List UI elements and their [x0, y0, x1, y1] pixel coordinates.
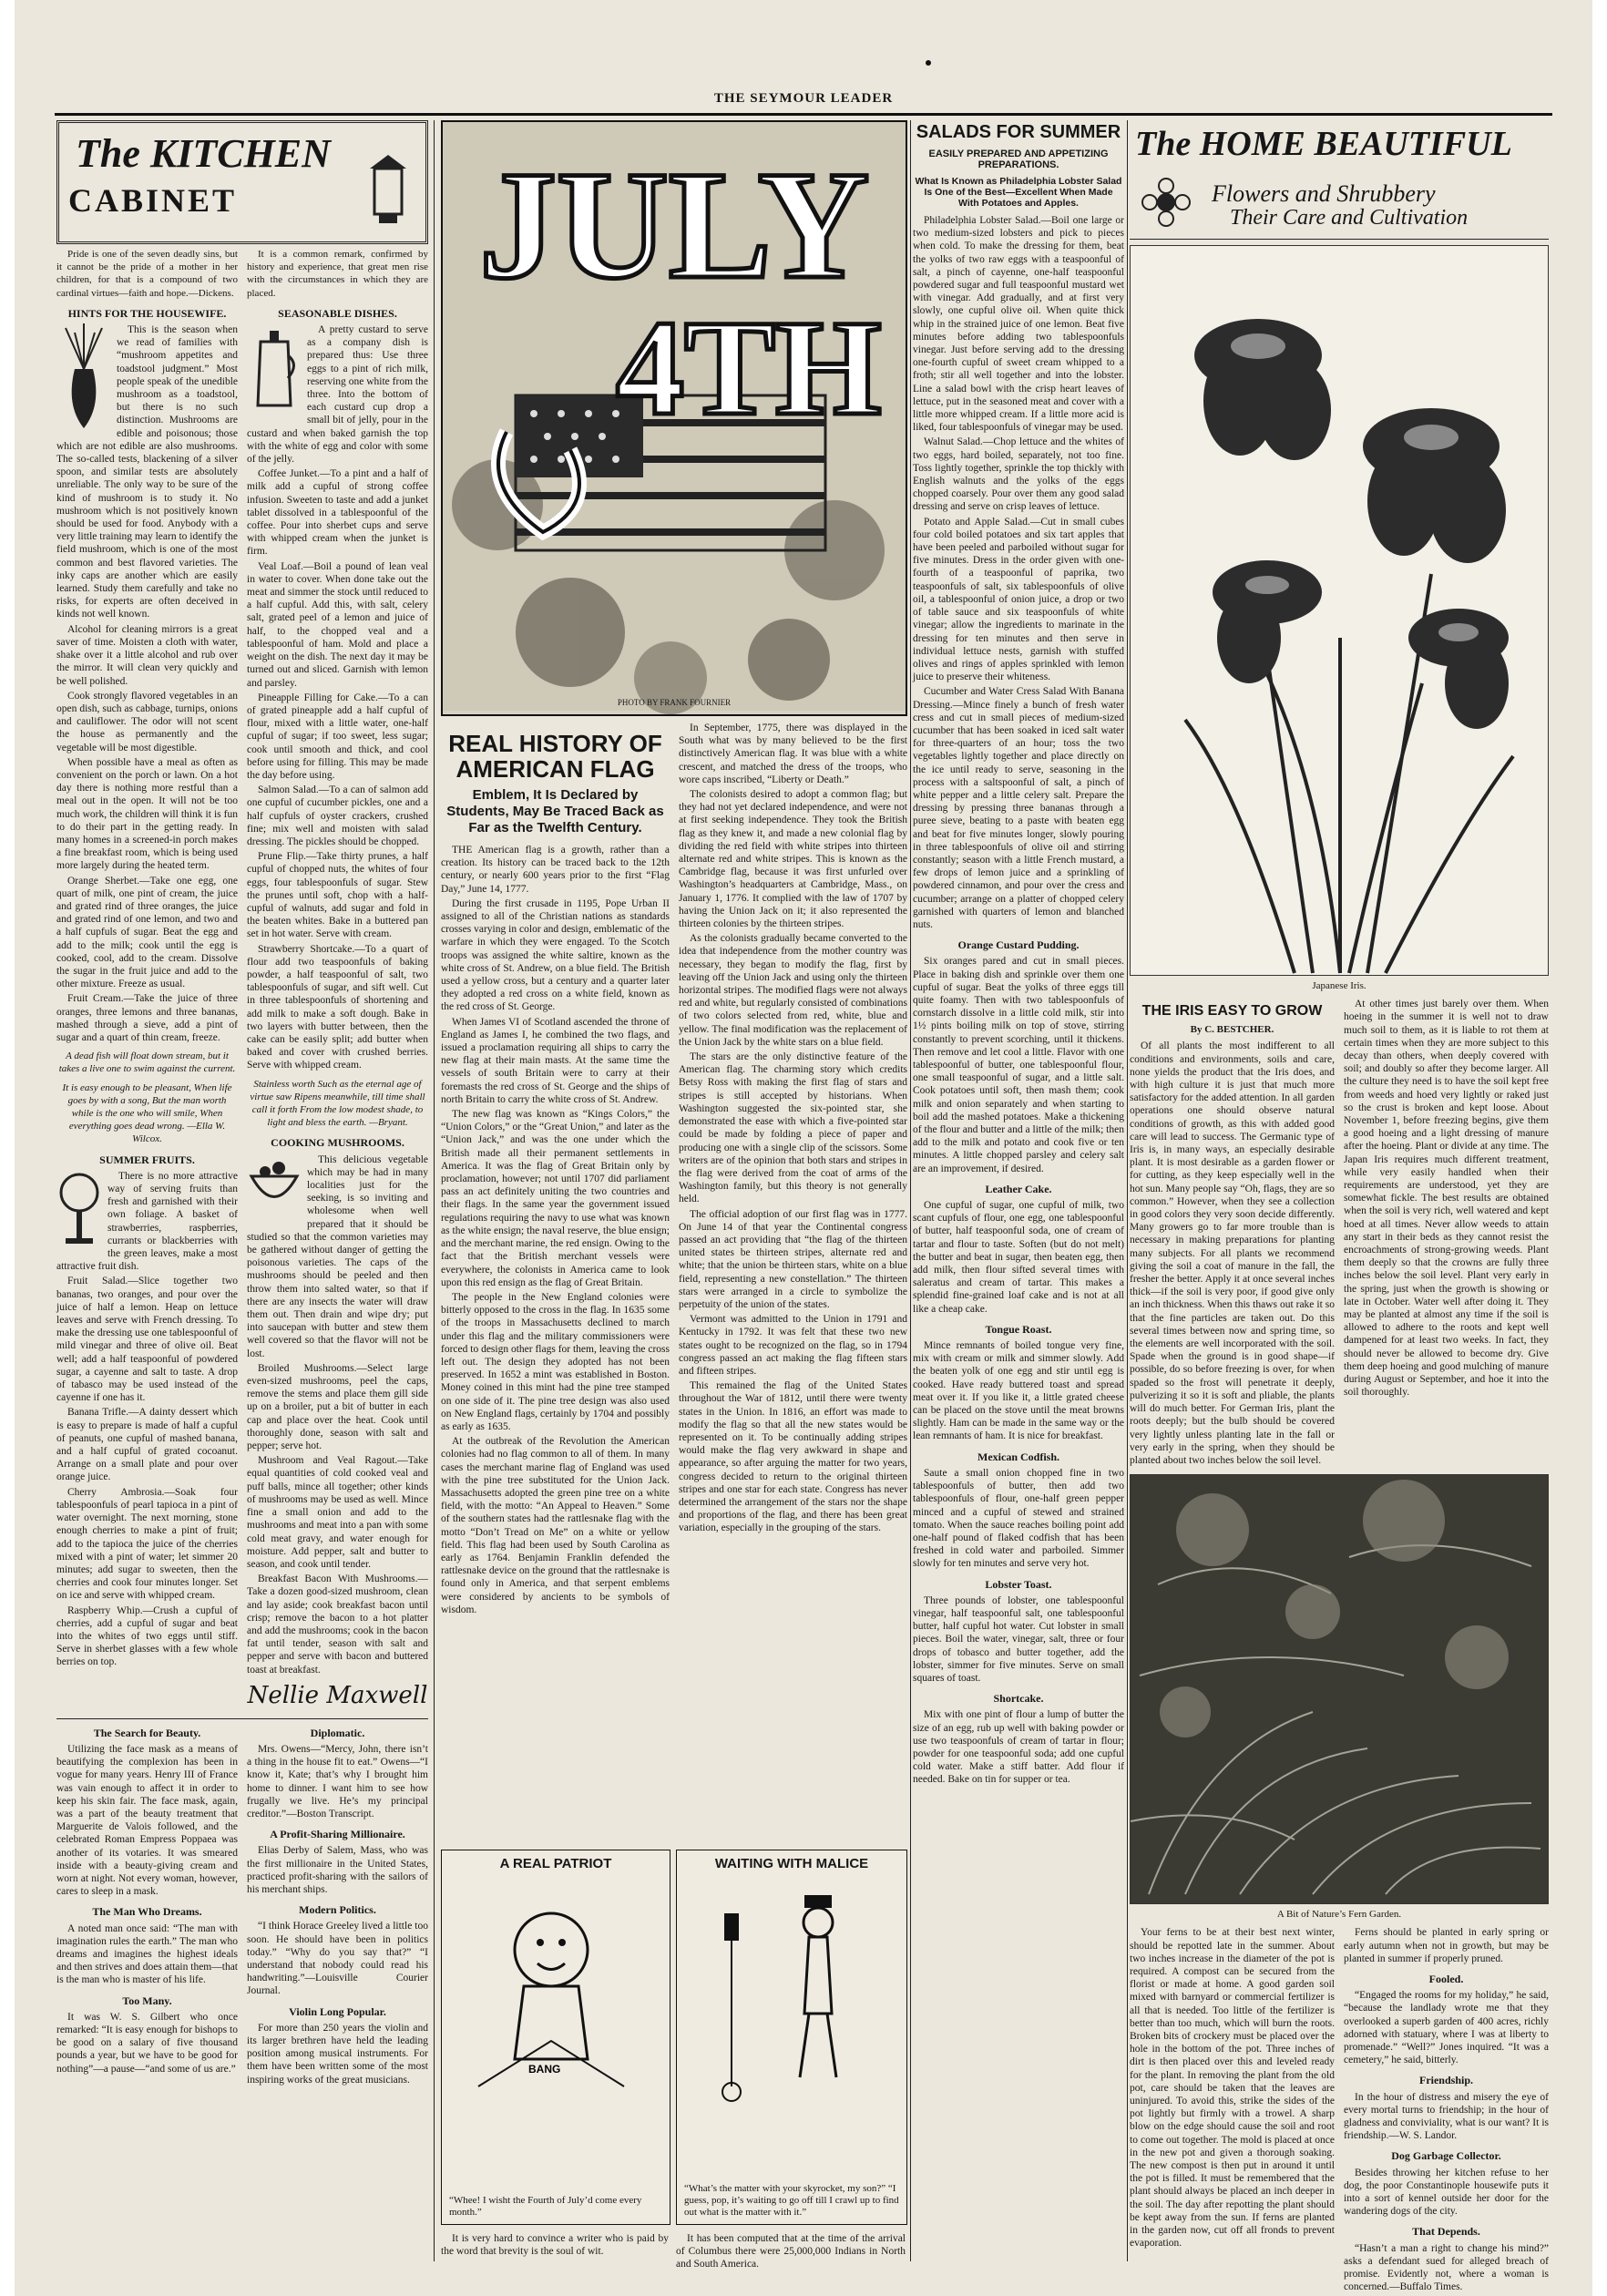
violin-paragraph: For more than 250 years the violin and its larger brethren have held the leading position among musical instruments. For them have been written some of the most inspiring works of the great musicians. — [247, 2022, 428, 2086]
iris-paragraph: At other times just barely over them. When hoeing in the summer it is well not to draw much soil to them, as it is liable to rot them at certain times when they are more subject to this decay than others, when deeply covered with soil; and doubly so after they become larger. All the culture they need is to have the soil kept free from weeds and hoed very lightly or raked just so the crust is broken and kept loose. About November 1, before freezing begins, give them a good hoeing and a light dressing of manure after the hoeing. Plant or divide at any time. The Japan Iris requires much different treatment, while very easily handled when their requirements are understood, yet they are somewhat fickle. The best results are obtained when the soil is very rich, well watered and kept hoed at all times. Never allow weeds to attain any start in their beds as they cannot resist the encroachments of strong-growing weeds. Plant them deeply so that the crowns are fully three inches below the soil level. Plant very early in the spring, just when the growth is showing or late in October. Water well after doing it. They may be planted at almost any time if the soil is allowed to adhere to the roots and kept well dampened for at least two weeks. In fact, they should never be allowed to become dry. Give them deep hoeing and good mulching of manure during August or September, and hoe it into the soil thoroughly. — [1344, 999, 1549, 1399]
author-signature: Nellie Maxwell — [247, 1681, 428, 1709]
summer-fruits-heading: SUMMER FRUITS. — [99, 1153, 195, 1166]
flag-article-right — [679, 722, 907, 1618]
miscellany-right — [247, 1719, 428, 2088]
home-beautiful-banner — [1130, 120, 1549, 240]
flag-paragraph: The official adoption of our first flag was in 1777. On June 14 of that year the Continental congress passed an act providing that “the flag of the thirteen united states be thirteen stripes, alternate red and white; that the union be thirteen stars, white on a blue field, representing a new constellation.” The thirteen stars were arranged in a circle to symbolize the perpetuity of the union of the states. — [679, 1208, 907, 1310]
fern-article-left — [1130, 1926, 1335, 2295]
kitchen-intro-quote: Pride is one of the seven deadly sins, but it cannot be the pride of a mother in her children, for that is a compound of two cardinal virtues—faith and hope.—Dickens. — [56, 249, 238, 299]
recipe-pineapple-filling: Pineapple Filling for Cake.—To a can of grated pineapple add a half cupful of flour, mixed with a little water, one-half cupful of sugar; if too sweet, less sugar; cook until smooth and thick, and cool before using for filling. This may be made the day before using. — [247, 692, 428, 781]
cartoon-caption: “Whee! I wisht the Fourth of July’d come every month.” — [449, 2195, 642, 2218]
recipe-fruit-cream: Fruit Cream.—Take the juice of three oranges, three lemons and three bananas, mashed through a sieve, add a pint of sugar and a quart of thin cream, freeze. — [56, 993, 238, 1043]
filler-paragraph: It is very hard to convince a writer who is paid by the word that brevity is the soul of wit. — [441, 2233, 669, 2257]
fern-article — [1130, 1926, 1549, 2295]
scan-border-left — [0, 0, 15, 2296]
fooled-heading: Fooled. — [1428, 1972, 1464, 1985]
recipe-fruit-salad: Fruit Salad.—Slice together two bananas, two oranges, and pour over the juice of half a lemon. Heap on lettuce leaves and serve with French dressing. To make the dressing use one tablespoonful of mild vinegar and three of olive oil. Beat well; add a half teaspoonful of powdered sugar, a cayenne and salt to taste. A drop of tabasco may be used instead of the cayenne if one has it. — [56, 1276, 238, 1404]
fern-paragraph: Ferns should be planted in early spring or early autumn when not in growth, but may be planted in summer if properly pruned. — [1344, 1927, 1549, 1964]
seasonable-paragraph: A pretty custard to serve as a company dish is prepared thus: Use three eggs to a pint of rich milk, reserving one white from the three. Into the bottom of each custard cup drop a small bit of jelly, pour in the custard and when baked garnish the top with the white of egg and color with some of the jelly. — [247, 324, 428, 466]
iris-article-right — [1344, 998, 1549, 1469]
recipe-lobster-toast: Three pounds of lobster, one tablespoonful vinegar, half teaspoonful salt, one tablespoonful butter, half cupful hot water. Cut lobster in small pieces. Boil the water, vinegar, salt, three or four drops of tobasco and butter together, add the lobster, simmer for five minutes. Serve on small squares of toast. — [913, 1594, 1124, 1684]
kitchen-two-columns — [56, 248, 428, 1715]
iris-caption: Japanese Iris. — [1312, 980, 1366, 991]
cooking-mushrooms-heading: COOKING MUSHROOMS. — [271, 1136, 404, 1150]
profit-sharing-heading: A Profit-Sharing Millionaire. — [270, 1828, 405, 1841]
home-title-1: The HOME BEAUTIFUL — [1135, 125, 1512, 163]
poem-bryant: Stainless worth Such as the eternal age of virtue saw Ripens meanwhile, till time shall call it forth From the low modest shade, to light and bless the earth. —Bryant. — [250, 1078, 425, 1129]
iris-byline: By C. BESTCHER. — [1190, 1024, 1274, 1036]
japanese-iris-illustration — [1130, 245, 1549, 976]
kitchen-title-1: The KITCHEN — [76, 131, 331, 176]
fern-paragraph: Your ferns to be at their best next winter, should be repotted late in the summer. About two inches increase in the diameter of the pot is required. A compost can be secured from the florist or made at home. A good garden soil mixed with barnyard or commercial fertilizer is all that is needed. Too little of the fertilizer is better than too much, which will burn the roots. Broken bits of crockery must be placed over the hole in the bottom of the pot. Three inches of dirt is then placed over this and leveled ready for the plant. In removing the plant from the old pot, care should be taken that the leaves are uninjured. To avoid this, strike the sides of the pot lightly but firmly with a trowel. A sharp blow on the edge should cause the soil and root to come out together. The mold is placed at once in the new pot and given a thorough soaking. The new compost is then put in around it until the pot is filled. It must be remembered that the plant should always be placed an inch deeper in the soil. The day after repotting the plant should be kept away from the sun. If ferns are planted in the garden now, cut off all fronds to prevent evaporation. — [1130, 1927, 1335, 2250]
flag-headline — [441, 731, 670, 782]
recipe-potato-apple-salad: Potato and Apple Salad.—Cut in small cubes four cold boiled potatoes and six tart apples that have been peeled and parboiled without sugar for five minutes. Dress in the order given with one-fourth of a teaspoonful of paprika, two teaspoonfuls of salt, six tablespoonfuls of olive oil, a tablespoonful of onion juice, a drop or two of table sauce and six teaspoonfuls of white vinegar; allow the ingredients to marinate in the dressing for ten minutes and then serve in individual lettuce nests, garnish with stuffed olives and rings of apples sprinkled with lemon juice to preserve their whiteness. — [913, 516, 1124, 683]
beauty-heading: The Search for Beauty. — [93, 1726, 201, 1739]
cartoon-title: WAITING WITH MALICE — [714, 1856, 869, 1871]
fern-drawing — [1131, 1475, 1548, 1901]
masthead: THE SEYMOUR LEADER — [713, 91, 894, 106]
kitchen-right — [247, 248, 428, 1715]
recipe-mushroom-veal-ragout: Mushroom and Veal Ragout.—Take equal quantities of cold cooked veal and puff balls, mince all together; other kinds of mushrooms may be used as well. Mince fine a small onion and add to the mushrooms and meat into a pan with some cold meat gravy, and water enough for moisture. Add pepper, salt and butter to season, and cook until tender. — [247, 1455, 428, 1570]
recipe-orange-sherbet: Orange Sherbet.—Take one egg, one quart of milk, one pint of cream, the juice and grated rind of three oranges, the juice and grated rind of one lemon, and two and a half cupfuls of sugar. Beat the egg and add to the milk; cook until the egg is cooked, cool, add to the cream. Dissolve the sugar in the fruit juice and add to the other mixture. Freeze as usual. — [56, 875, 238, 990]
miscellany-left — [56, 1719, 238, 2088]
bang-label: BANG — [528, 2063, 561, 2076]
ink-speck — [926, 60, 931, 66]
malice-filler — [676, 2232, 906, 2272]
hints-heading: HINTS FOR THE HOUSEWIFE. — [67, 306, 227, 320]
that-depends-heading: That Depends. — [1412, 2225, 1480, 2239]
cooking-paragraph: This delicious vegetable which may be had in many localities just for the seeking, is so inviting and wholesome when well prepared that it should be studied so that the common varieties may be gathered without danger of getting the poisonous varieties. The caps of the mushrooms should be peeled and then throw them into salted water, so that if there are any insects the water will draw them out. Then drain and wipe dry; put into saucepan with butter and stew them well covered so that the flavor will not be lost. — [247, 1153, 428, 1359]
patriot-filler — [441, 2232, 669, 2260]
too-many-heading: Too Many. — [122, 1994, 172, 2007]
miscellany — [56, 1718, 428, 2088]
recipe-raspberry-whip: Raspberry Whip.—Crush a cupful of cherries, add a cupful of sugar and beat into the whites of two eggs until stiff. Serve in sherbet glasses with a few whole berries on top. — [56, 1604, 238, 1668]
home-title-2: Flowers and Shrubbery — [1212, 180, 1436, 207]
kitchen-right-quote: It is a common remark, confirmed by history and experience, that great men rise with the circumstances in which they are placed. — [247, 249, 428, 299]
patriot-drawing — [442, 1877, 666, 2114]
recipe-leather-cake: One cupful of sugar, one cupful of milk, two scant cupfuls of flour, one egg, one tablespoonful of butter, half teaspoonful soda, one of cream of tartar and flour to taste. Soften (but do not melt) the butter and beat in sugar, then beaten egg, then add milk, then flour sifted several times with saleratus and cream of tartar. This makes a splendid fine-grained loaf cake and is not at all like a cheap cake. — [913, 1200, 1124, 1315]
orange-custard-heading: Orange Custard Pudding. — [957, 938, 1080, 952]
recipe-shortcake: Mix with one pint of flour a lump of butter the size of an egg, rub up well with baking powder or use two teaspoonfuls of cream of tartar in flour; powder for one teaspoonful soda; add one cupful cold water. Make a stiff batter. Add flour if needed. Bake on tin for supper or tea. — [913, 1709, 1124, 1786]
summer-fruits-paragraph: There is no more attractive way of serving fruits than fresh and garnished with their own foliage. A basket of strawberries, raspberries, currants or blackberries with the green leaves, make a most attractive fruit dish. — [56, 1170, 238, 1273]
dog-collector-heading: Dog Garbage Collector. — [1391, 2149, 1501, 2163]
shortcake-heading: Shortcake. — [993, 1692, 1044, 1706]
diplomatic-heading: Diplomatic. — [310, 1726, 365, 1739]
kitchen-left — [56, 248, 238, 1715]
violin-heading: Violin Long Popular. — [289, 2004, 386, 2018]
cartoon-real-patriot — [441, 1850, 670, 2225]
recipe-mexican-codfish: Saute a small onion chopped fine in two tablespoonfuls of butter, then add two tablespoonfuls of flour, one-half green pepper minced and a cupful of stewed and strained tomato. When the sauce reaches boiling point add one-half pound of flaked codfish that has been freshed in cold water and parboiled. Simmer slowly for ten minutes and serve very hot. — [913, 1467, 1124, 1570]
july-fourth-art — [443, 122, 906, 711]
too-many-paragraph: It was W. S. Gilbert who once remarked: “It is easy enough for bishops to be good on a salary of five thousand pounds a year, but we have to be good for nothing”—a pause—“and some of us are.” — [56, 2011, 238, 2075]
recipe-cherry-ambrosia: Cherry Ambrosia.—Soak four tablespoonfuls of pearl tapioca in a pint of water overnight. The next morning, stone enough cherries to make a pint of fruit; add to the tapioca the juice of the cherries mixed with a pint of water; let simmer 20 minutes; add sugar to sweeten, then the cherries and cook four minutes longer. Set on ice and serve with whipped cream. — [56, 1486, 238, 1602]
cartoon-caption: “What’s the matter with your skyrocket, my son?” “I guess, pop, it’s waiting to go off till I crawl up to find out what is the matter with it.” — [684, 2183, 899, 2218]
recipe-breakfast-bacon: Breakfast Bacon With Mushrooms.—Take a dozen good-sized mushroom, clean and lay aside; cook breakfast bacon until crisp; remove the bacon to a hot platter and add the mushrooms; cook in the bacon fat until tender, season with salt and pepper and serve with bacon and buttered toast at breakfast. — [247, 1573, 428, 1676]
salads-column — [913, 120, 1124, 2261]
hints-paragraph: When possible have a meal as often as convenient on the porch or lawn. On a hot day there is nothing more restful than a meal out in the open. It will not be too much work, the children will think it is fun to do their part in the getting ready. In many homes in a screened-in porch makes a fine breakfast room, which is being used more largely during the heated term. — [56, 756, 238, 872]
friendship-heading: Friendship. — [1418, 2074, 1473, 2087]
july-fourth-illustration — [441, 120, 907, 716]
dog-collector-paragraph: Besides throwing her kitchen refuse to her dog, the poor Constantinople housewife puts it into a sort of kennel outside her door for the wandering dogs of the city. — [1344, 2167, 1549, 2218]
poem-wilcox: It is easy enough to be pleasant, When life goes by with a song, But the man worth while is the one who will smile, When everything goes dead wrong. —Ella W. Wilcox. — [62, 1081, 232, 1145]
salads-subheadline: EASILY PREPARED AND APPETIZING PREPARATIONS. — [928, 149, 1109, 170]
mexican-codfish-heading: Mexican Codfish. — [978, 1450, 1059, 1463]
politics-paragraph: “I think Horace Greeley lived a little too soon. He should have been in politics today.” “Why do you say that?” “I understand that nobody could read his handwriting.”—Louisville Courier Journal. — [247, 1921, 428, 1997]
dreams-heading: The Man Who Dreams. — [92, 1905, 202, 1919]
salads-intro: What Is Known as Philadelphia Lobster Salad Is One of the Best—Excellent When Made With Potatoes and Apples. — [915, 176, 1122, 209]
recipe-walnut-salad: Walnut Salad.—Chop lettuce and the whites of two eggs, hard boiled, separately, not too fine. Toss lightly together, sprinkle the top thickly with English walnuts and the yolks of the eggs chopped coarsely. Pour over them any good salad dressing and serve on crisp leaves of lettuce. — [913, 436, 1124, 513]
column-rule — [434, 120, 435, 2261]
fern-caption: A Bit of Nature’s Fern Garden. — [1276, 1909, 1402, 1921]
cartoons-row — [441, 1850, 907, 2232]
iris-headline: THE IRIS EASY TO GROW — [1141, 1003, 1323, 1020]
filler-paragraph: It has been computed that at the time of the arrival of Columbus there were 25,000,000 Indians in North and South America. — [676, 2233, 906, 2270]
flag-headline-1: REAL HISTORY OF — [448, 730, 662, 757]
recipe-salmon-salad: Salmon Salad.—To a can of salmon add one cupful of cucumber pickles, one and a half cupfuls of oyster crackers, crushed fine; mix well and moisten with salad dressing. The pickles should be chopped. — [247, 784, 428, 847]
poem-dead-fish: A dead fish will float down stream, but it takes a live one to swim against the current. — [58, 1051, 236, 1075]
dreams-paragraph: A noted man once said: “The man with imagination rules the earth.” The man who dreams and imagines the highest ideals and then strives and does attain them—that is the man who is master of his life. — [56, 1922, 238, 1986]
tongue-roast-heading: Tongue Roast. — [985, 1322, 1052, 1336]
kitchen-title-2: CABINET — [68, 182, 238, 219]
flag-paragraph: The stars are the only distinctive feature of the American flag. The charming story which credits Betsy Ross with making the first flag of stars and stripes is still accepted by historians. When Washington suggested the six-pointed star, she demonstrated the ease with which a five-pointed star could be made by folding a piece of paper and producing one with a single clip of the scissors. Some writers are of the opinion that both stars and stripes in the flag were derived from the coat of arms of the Washington family, but this theory is not generally held. — [679, 1051, 907, 1205]
recipe-strawberry-shortcake: Strawberry Shortcake.—To a quart of flour add two teaspoonfuls of baking powder, a half teaspoonful of salt, two tablespoonfuls of sugar, and sift well. Cut in three tablespoonfuls of shortening and add milk to make a soft dough. Bake in two layers with butter between, then the cake can be easily split; add butter when baked and cover with crushed berries. Serve with whipped cream. — [247, 943, 428, 1071]
that-depends-paragraph: “Hasn’t a man a right to change his mind?” asks a defendant sued for alleged breach of promise. Evidently not, where a woman is concerned.—Buffalo Times. — [1344, 2242, 1549, 2293]
diplomatic-paragraph: Mrs. Owens—“Mercy, John, there isn’t a thing in the house fit to eat.” Owens—“I know it, Kate; that’s why I brought him home to dinner. I want him to see how frugally we live. He’s my principal creditor.”—Boston Transcript. — [247, 1743, 428, 1819]
salads-headline: SALADS FOR SUMMER — [916, 122, 1121, 142]
recipe-coffee-junket: Coffee Junket.—To a pint and a half of milk add a cupful of strong coffee infusion. Sweeten to taste and add a junket tablet dissolved in a tablespoonful of the coffee. Pour into sherbet cups and serve with whipped cream when the junket is firm. — [247, 468, 428, 558]
recipe-cucumber-salad: Cucumber and Water Cress Salad With Banana Dressing.—Mince finely a bunch of fresh water cress and cut in small pieces of medium-sized cucumber that has been soaked in iced salt water for three-quarters of an hour; toss the two vegetables lightly together and place directly on the ice until ready to serve, seasoning in the process with a saltspoonful of salt, a pinch of white pepper and a little celery salt. Prepare the dressing by pressing three bananas through a puree sieve, beating to a paste with beaten egg and beat for five minutes longer, slowly pouring in three tablespoonfuls of olive oil and stirring constantly; season with a little French mustard, a few drops of lemon juice and a sprinkling of powdered cinnamon, and pour over the cress and cucumber; arrange on a platter of chopped celery garnished with quarters of lemon and blanched nuts. — [913, 686, 1124, 930]
flag-article — [441, 722, 907, 1618]
home-beautiful-column — [1130, 120, 1549, 2293]
iris-drawing — [1131, 246, 1548, 973]
flag-paragraph: This remained the flag of the United States throughout the War of 1812, until there were twenty states in the Union. In 1816, an effort was made to modify the flag so that all the new states would be represented on it. To be continually adding stripes would make the flag very awkward in shape and appearance, so after arguing the matter for two years, congress decided to return to the original thirteen stripes and one star for each state. Congress has never determined the arrangement of the stars nor the shape and proportions of the flag, and there has been great variation, especially in the grouping of the stars. — [679, 1380, 907, 1534]
kitchen-cabinet-banner — [56, 120, 428, 244]
fruit-glass-icon — [56, 1170, 102, 1252]
flag-subheadline: Emblem, It Is Declared by Students, May Be Traced Back as Far as the Twelfth Century. — [446, 787, 664, 835]
iris-article-left — [1130, 998, 1335, 1469]
friendship-paragraph: In the hour of distress and misery the eye of every mortal turns to friendship; in the hour of gladness and conviviality, what is our want? It is friendship.—W. S. Landor. — [1344, 2091, 1549, 2142]
recipe-prune-flip: Prune Flip.—Take thirty prunes, a half cupful of chopped nuts, the whites of four eggs, four tablespoonfuls of sugar. Stew the prunes until soft, chop with a half-cupful of walnuts, add sugar and fold in the beaten whites. Bake in a buttered pan set in hot water. Serve with cream. — [247, 851, 428, 940]
recipe-banana-trifle: Banana Trifle.—A dainty dessert which is easy to prepare is made of half a cupful of peanuts, one cupful of mashed banana, and a half cupful of grated cocoanut. Arrange on a small plate and pour over orange juice. — [56, 1407, 238, 1483]
cartoon-waiting-with-malice — [676, 1850, 907, 2225]
flower-ornament-icon — [1139, 175, 1193, 230]
kitchen-cabinet-column — [56, 120, 428, 2261]
bowl-icon — [247, 1153, 302, 1217]
flag-paragraph: During the first crusade in 1195, Pope Urban II assigned to all of the Christian nations as standards crosses varying in color and design, emblematic of the warfare in which they were engaged. To the Scotch troops was assigned the white saltire, known as the white cross of St. Andrew, on a blue field. The British used a yellow cross, but a century and a quarter later they adopted a red cross on a white field, known as the red cross of St. George. — [441, 897, 670, 1013]
fern-article-right — [1344, 1926, 1549, 2295]
flag-headline-2: AMERICAN FLAG — [455, 755, 655, 783]
column-rule — [910, 120, 911, 2261]
column-rule — [1127, 120, 1128, 2261]
iris-paragraph: Of all plants the most indifferent to all conditions and environments, soils and care, none yields the product that the Iris does, and with high culture it is just that much more satisfactory for the added attention. In all garden operations one should observe natural conditions of growth, as this with added good care will lead to success. The Germanic type of Iris is, in many ways, an especially desirable plant. It is most desirable as a garden flower or for cutting, as they keep especially well in the hot sun. Many people say “Oh, flags, they are so common.” However, when they see a collection in good colors they very soon decide differently. Many growers go to far more trouble than is necessary in making preparations for planting many subjects. For all plants we recommend giving the soil a coat of manure in the fall, the fresher the better. Apply it at once several inches thick—if the soil is very poor, if good give only an inch thickness. When this thaws out rake it so that the fine particles are taken out. Do this several times between now and spring time, so the elements are well incorporated with the soil. Spade when the ground is in good shape—if possible, do so before freezing is over, for when spaded so the frost will penetrate it deeply, pulverizing it so it is soft and pliable, the plants will do much better. For German Iris, plant the roots deeply; but the bulb should be covered very lightly unless planting late in the fall or very early in the spring, when they should be planted about two inches below the soil level. — [1130, 1040, 1335, 1466]
flag-paragraph: In September, 1775, there was displayed in the South what was by many believed to be the first distinctively American flag. It was blue with a white crescent, and matched the dress of the troops, who wore caps inscribed, “Liberty or Death.” — [679, 723, 907, 785]
coffee-pot-icon — [247, 323, 302, 415]
leather-cake-heading: Leather Cake. — [985, 1182, 1052, 1195]
malice-drawing — [677, 1877, 903, 2114]
hints-paragraph: Alcohol for cleaning mirrors is a great saver of time. Moisten a cloth with water, shake over it a little alcohol and rub over the mirror. It will clean very quickly and be well polished. — [56, 623, 238, 687]
politics-heading: Modern Politics. — [299, 1903, 376, 1917]
recipe-tongue-roast: Mince remnants of boiled tongue very fine, mix with cream or milk and simmer slowly. Add the beaten yolk of one egg and stir until egg is cooked. Have ready buttered toast and spread meat over it. If you like it, a little grated cheese can be placed on the stove until the meat browns slightly. Ham can be made in the same way or the lean remnants of ham. It is nice for breakfast. — [913, 1340, 1124, 1442]
home-title-3: Their Care and Cultivation — [1230, 206, 1469, 230]
flag-column — [441, 120, 907, 1847]
seasonable-heading: SEASONABLE DISHES. — [278, 306, 397, 320]
lobster-toast-heading: Lobster Toast. — [985, 1577, 1052, 1591]
cartoon-title: A REAL PATRIOT — [499, 1856, 612, 1871]
hints-paragraph: Cook strongly flavored vegetables in an open dish, such as cabbage, turnips, onions and cauliflower. The odor will not scent the house as permanently and the vegetable will be most digestible. — [56, 690, 238, 753]
fern-garden-photo — [1130, 1474, 1549, 1904]
flag-paragraph: As the colonists gradually became converted to the idea that independence from the mother country was necessary, they began to modify the flag, first by leaving off the Union Jack and using only the thirteen horizontal stripes. The modified flags were not always red and white, but regularly consisted of combinations of two colors selected from red, white, blue and yellow. The final modification was the replacement of the Union Jack by the white stars on a blue field. — [679, 933, 907, 1048]
iris-article — [1130, 998, 1549, 1469]
hints-paragraph: This is the season when we read of families with “mushroom appetites and toadstool judgment.” Most people speak of the unedible mushroom as a toadstool, but there is no such distinction. Mushrooms are edible and poisonous; those which are not edible are also mushrooms. The so-called tests, blackening of a silver spoon, and similar tests are absolutely unreliable. The only way to be sure of the kind of mushroom is to study it. No mushroom which is not positively known should be used for food. Anybody with a very little training may learn to identify the field mushroom, which is one of the most common and best flavored varieties. The inky caps are another which are easily learned. Study them carefully and take no risks, for experts are often deceived in kinds not well known. — [56, 324, 238, 620]
beauty-paragraph: Utilizing the face mask as a means of beautifying the complexion has been in vogue for many years. Henry III of France was vain enough to affect it in order to keep his skin fair. The face mask, again, was a part of the beauty treatment that Marguerite de Valois followed, and the celebrated Roman Empress Poppaea was another of its votaries. It was smeared inside with a beauty-giving cream and worn at night. Not every woman, however, cares to sleep in a mask. — [56, 1743, 238, 1898]
flag-paragraph: When James VI of Scotland ascended the throne of England as James I, he combined the two flags, and issued a proclamation requiring all ships to carry the new flag at their main masts. At the same time the vessels of south Britain were to carry at their foremasts the red cross of St. George and the ships of north Britain to carry the white cross of St. Andrew. — [441, 1016, 670, 1105]
flag-paragraph: The colonists desired to adopt a common flag; but they had not yet declared independence, and were not at first seeking independence. They took the British flag as they knew it, and made a new colonial flag by dividing the red field with white stripes into thirteen alternate red and white stripes. This is known as the Cambridge flag, because it was first unfurled over Washington’s headquarters at Cambridge, Mass., on January 1, 1776. It complied with the law of 1707 by having the Union Jack on it; it also represented the thirteen colonies by the thirteen stripes. — [679, 789, 907, 930]
recipe-orange-custard: Six oranges pared and cut in small pieces. Place in baking dish and sprinkle over them one cupful of sugar. Beat the yolks of three eggs till quite foamy. Then with two tablespoonfuls of cornstarch dissolve in a little cold milk, stir into 1½ pints boiling milk on top of stove, stirring constantly to prevent scorching, until it thickens. Then remove and let cool a little. Flavor with one tablespoonful of butter, one tablespoonful flour, one small teaspoonful of sugar, and a little salt. Cook potatoes until soft, then mash them; cook milk and onion separately and when starting to boil add the mashed potatoes. Make a thickening of the flour and butter and a little of the milk; then add to the milk and potato and cook five or ten minutes. A little chopped parsley and celery salt are an improvement, if desired. — [913, 956, 1124, 1174]
lantern-icon — [356, 150, 420, 232]
masthead-rule — [55, 113, 1552, 116]
flag-paragraph: The new flag was known as “Kings Colors,” the “Union Colors,” or the “Great Union,” and later as the “Union Jack,” and was the one under which the British made all their permanent settlements in America. It was the flag of Great Britain only by proclamation, however; not until 1707 did parliament pass an act definitely uniting the two countries and their flags. In the same year the government issued regulations requiring the navy to use what was known as the white ensign; the naval reserve, the blue ensign; and the merchant marine, the red ensign. Owing to the fact that the British merchant vessels were everywhere, the colonists in America came to look upon this red ensign as the flag of Great Britain. — [441, 1109, 670, 1288]
recipe-veal-loaf: Veal Loaf.—Boil a pound of lean veal in water to cover. When done take out the meat and simmer the stock until reduced to a half cupful. Add this, with salt, celery salt, grated peel of a lemon and juice of half, to the chopped veal and a tablespoonful of ham. Mold and place a weight on the dish. The next day it may be turned out and sliced. Garnish with lemon and parsley. — [247, 560, 428, 689]
scan-border-right — [1592, 0, 1607, 2296]
flag-paragraph: At the outbreak of the Revolution the American colonies had no flag common to all of them. In many cases the merchant marine flag of England was used with the pine tree substituted for the Union Jack. Massachusetts adopted the green pine tree on a white field, with the motto: “An Appeal to Heaven.” Some of the southern states had the rattlesnake flag with the motto “Don’t Tread on Me” on a white or yellow field. This flag had been used by South Carolina as early as 1764. Benjamin Franklin defended the rattlesnake device on the ground that the rattlesnake is found only in America, and that serpent emblems were considered by ancients to be symbols of wisdom. — [441, 1436, 670, 1615]
flag-article-left — [441, 722, 670, 1618]
fourth-word: 4TH — [616, 292, 882, 444]
fooled-paragraph: “Engaged the rooms for my holiday,” he said, “because the landlady wrote me that they overlooked a superb garden of 400 acres, richly adorned with statuary, where I was at liberty to promenade.” “Well?” Jones inquired. “It was a cemetery,” he said, bitterly. — [1344, 1990, 1549, 2066]
flag-paragraph: Vermont was admitted to the Union in 1791 and Kentucky in 1792. It was felt that these two new states ought to be recognized on the flag, so in 1794 congress passed an act making the flag fifteen stars and fifteen stripes. — [679, 1314, 907, 1377]
profit-sharing-paragraph: Elias Derby of Salem, Mass, who was the first millionaire in the United States, practiced profit-sharing with the sailors of his merchant ships. — [247, 1845, 428, 1895]
vase-icon — [56, 323, 111, 433]
flag-paragraph: THE American flag is a growth, rather than a creation. Its history can be traced back to the 12th century, or nearly 600 years prior to the first “Flag Day,” June 14, 1777. — [441, 845, 670, 895]
photo-credit: PHOTO BY FRANK FOURNIER — [617, 697, 732, 707]
recipe-broiled-mushrooms: Broiled Mushrooms.—Select large even-sized mushrooms, peel the caps, remove the stems and place them gill side up on a broiler, put a bit of butter in each cap and place over the heat. Cook until thoroughly done, season with salt and pepper; serve hot. — [247, 1362, 428, 1452]
july-word: JULY — [479, 139, 870, 311]
flag-paragraph: The people in the New England colonies were bitterly opposed to the cross in the flag. In 1635 some of the troops in Massachusetts declined to march under this flag and the military commissioners were forced to design other flags for them, leaving the cross left out. The design they adopted has not been preserved. In 1652 a mint was established in Boston. Money coined in this mint had the pine tree stamped on one side of it. The pine tree design was also used on New England flags, certainly by 1704 and possibly as early as 1635. — [441, 1291, 670, 1432]
recipe-lobster-salad: Philadelphia Lobster Salad.—Boil one large or two medium-sized lobsters and pick to pieces when cold. To make the dressing for them, beat the yolks of two raw eggs with a teaspoonful of salt, a pinch of cayenne, one-half teaspoonful powdered sugar and full teaspoonful mustard wet with vinegar. Add gradually, and at first very slowly, one cupful olive oil. When quite thick whip in the strained juice of one lemon. Beat five minutes before adding two tablespoonfuls vinegar. Just before serving add to the dressing one-fourth cupful of sweet cream whipped to a froth; stir all well together and into the lobster. Line a salad bowl with the crisp heart leaves of lettuce, put in the seasoned meat and cover with a little more whipped cream. If a little more acid is liked, four tablespoonfuls of vinegar may be used. — [913, 215, 1124, 434]
